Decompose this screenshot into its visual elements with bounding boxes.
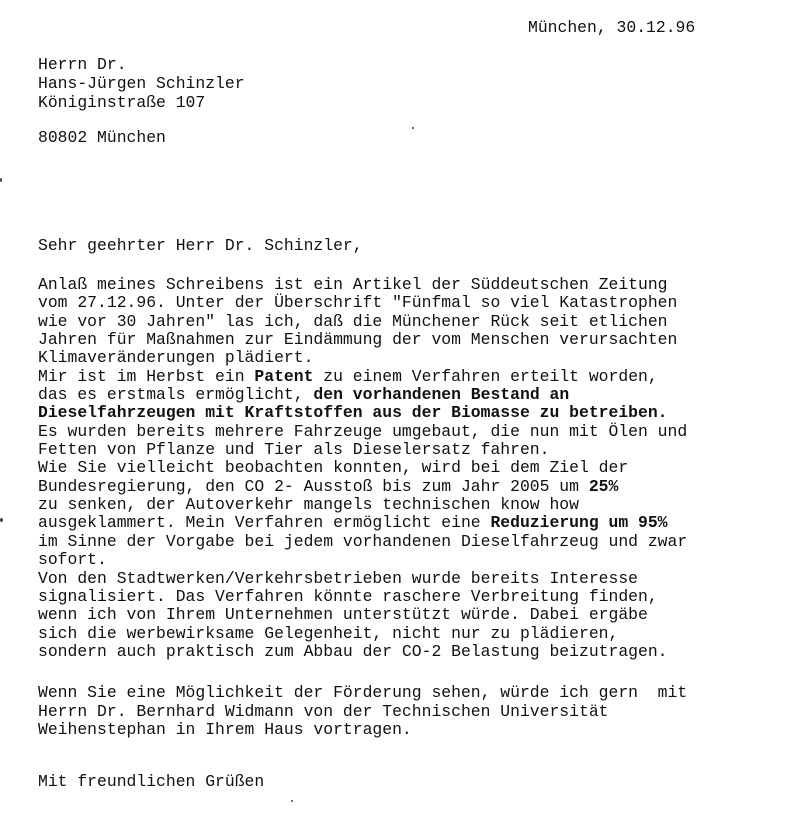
body-line (38, 368, 687, 386)
scan-speck (412, 127, 414, 129)
body-line: zu senken, der Autoverkehr mangels technischen know how (38, 495, 579, 515)
body-line: wie vor 30 Jahren" las ich, daß die Münchener Rück seit etlichen (38, 311, 668, 331)
body-line: sondern auch praktisch zum Abbau der CO-2 Belastung beizutragen. (38, 641, 668, 661)
closing-paragraph (38, 684, 687, 740)
body-line (38, 478, 687, 496)
body-line: signalisiert. Das Verfahren könnte raschere Verbreitung finden, (38, 586, 658, 606)
recipient-name: Hans-Jürgen Schinzler (38, 74, 245, 93)
body-line (38, 514, 687, 532)
bold-25-percent: 25% (588, 476, 619, 496)
recipient-title: Herrn Dr. (38, 55, 127, 74)
recipient-zip-city: 80802 München (38, 128, 166, 147)
bold-bestand: den vorhandenen Bestand an (313, 385, 570, 405)
salutation: Sehr geehrter Herr Dr. Schinzler, (38, 236, 363, 255)
body-line: Jahren für Maßnahmen zur Eindämmung der vom Menschen verursachten (38, 330, 678, 350)
body-text: das es erstmals ermöglicht, (38, 385, 314, 405)
body-line: Wie Sie vielleicht beobachten konnten, wird bei dem Ziel der (38, 458, 629, 478)
body-line-bold: Dieselfahrzeugen mit Kraftstoffen aus der Biomasse zu betreiben. (38, 403, 668, 423)
body-line: sich die werbewirksame Gelegenheit, nicht nur zu plädieren, (38, 623, 619, 643)
body-line: Klimaveränderungen plädiert. (38, 348, 314, 368)
body-line: im Sinne der Vorgabe bei jedem vorhandenen Dieselfahrzeug und zwar (38, 531, 688, 551)
body-line: Anlaß meines Schreibens ist ein Artikel der Süddeutschen Zeitung (38, 275, 668, 294)
body-line: Von den Stadtwerken/Verkehrsbetrieben wurde bereits Interesse (38, 568, 638, 588)
body-line (38, 386, 687, 404)
closing-line: Wenn Sie eine Möglichkeit der Förderung sehen, würde ich gern mit (38, 683, 688, 702)
body-line: wenn ich von Ihrem Unternehmen unterstützt würde. Dabei ergäbe (38, 605, 648, 625)
body-line: Es wurden bereits mehrere Fahrzeuge umgebaut, die nun mit Ölen und (38, 421, 688, 441)
bold-patent: Patent (254, 366, 314, 386)
closing-line: Weihenstephan in Ihrem Haus vortragen. (38, 720, 412, 739)
signoff: Mit freundlichen Grüßen (38, 772, 265, 791)
scan-speck (291, 800, 293, 802)
body-text: Mir ist im Herbst ein (38, 366, 255, 386)
recipient-address (38, 55, 245, 112)
letter-body (38, 276, 687, 661)
body-line: vom 27.12.96. Unter der Überschrift "Fünfmal so viel Katastrophen (38, 293, 678, 313)
scan-speck (0, 178, 2, 182)
body-line: sofort. (38, 550, 107, 570)
body-text: zu einem Verfahren erteilt worden, (313, 366, 658, 386)
bold-reduzierung: Reduzierung um 95% (490, 513, 668, 533)
recipient-street: Königinstraße 107 (38, 93, 206, 112)
letter-date: München, 30.12.96 (528, 18, 696, 37)
scan-speck (0, 518, 3, 522)
body-line: Fetten von Pflanze und Tier als Dieselersatz fahren. (38, 440, 550, 460)
body-text: ausgeklammert. Mein Verfahren ermöglicht eine (38, 513, 491, 533)
body-text: Bundesregierung, den CO 2- Ausstoß bis zum Jahr 2005 um (38, 476, 589, 496)
closing-line: Herrn Dr. Bernhard Widmann von der Technischen Universität (38, 701, 609, 721)
